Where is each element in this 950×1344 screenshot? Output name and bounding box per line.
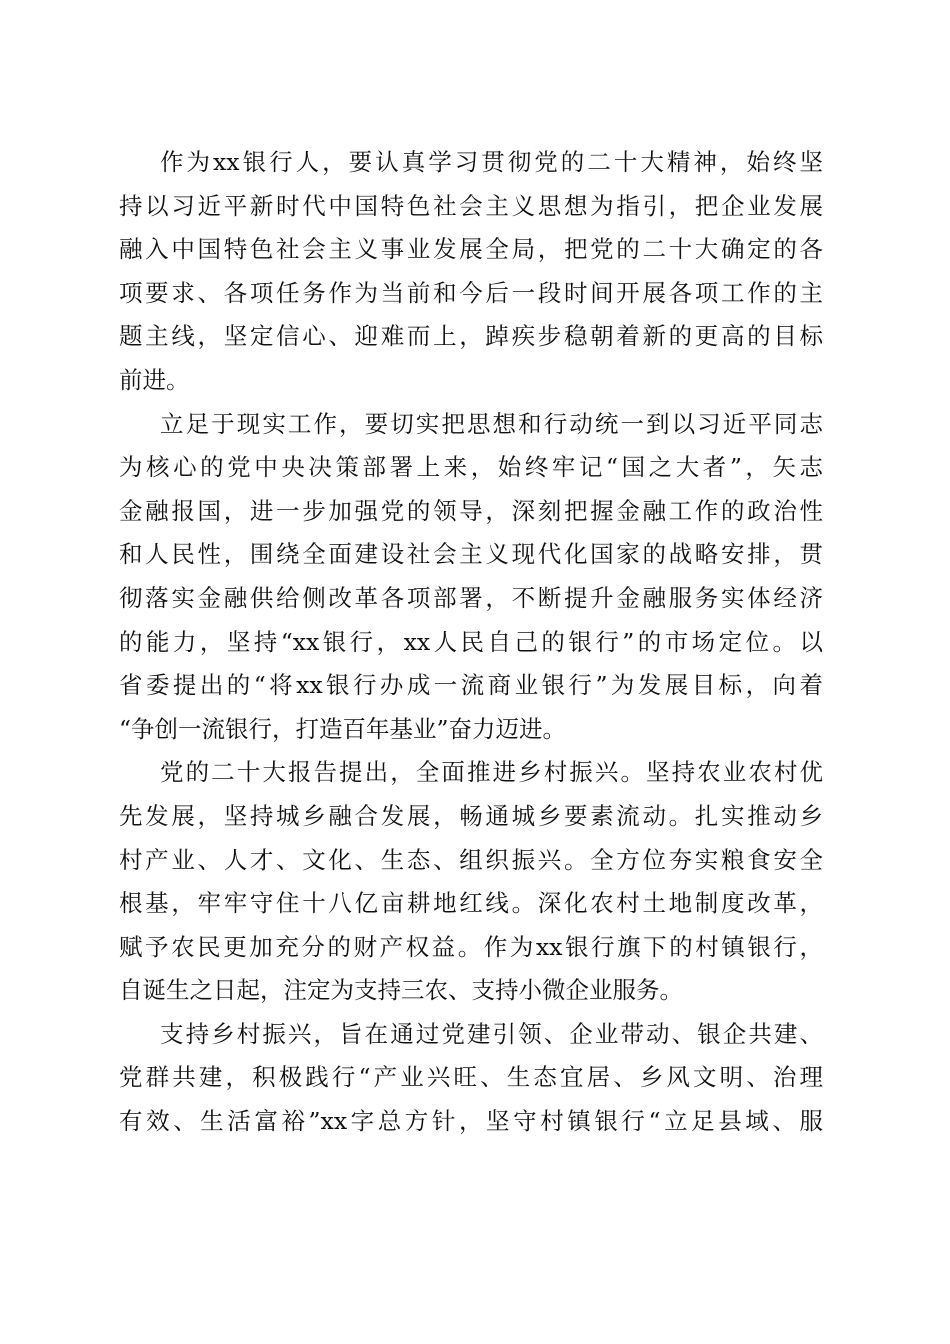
text-line: 为核心的党中央决策部署上来，始终牢记“国之大者”，矢志: [119, 453, 823, 482]
text-line: 项要求、各项任务作为当前和今后一段时间开展各项工作的主: [119, 278, 823, 307]
text-line: 的能力，坚持“xx银行，xx人民自己的银行”的市场定位。以: [119, 627, 823, 656]
text-line: 自诞生之日起，注定为支持三农、支持小微企业服务。: [119, 976, 683, 1005]
text-line: 先发展，坚持城乡融合发展，畅通城乡要素流动。扎实推动乡: [119, 801, 823, 830]
text-line: 党群共建，积极践行“产业兴旺、生态宜居、乡风文明、治理: [119, 1063, 823, 1092]
text-line: 金融报国，进一步加强党的领导，深刻把握金融工作的政治性: [119, 496, 823, 525]
text-line: 赋予农民更加充分的财产权益。作为xx银行旗下的村镇银行，: [119, 932, 823, 961]
text-line: 根基，牢牢守住十八亿亩耕地红线。深化农村土地制度改革，: [119, 889, 823, 918]
paragraph-3: [119, 751, 823, 1013]
text-line: 省委提出的“将xx银行办成一流商业银行”为发展目标，向着: [119, 671, 823, 700]
text-line: 持以习近平新时代中国特色社会主义思想为指引，把企业发展: [119, 191, 823, 220]
text-line: 前进。: [119, 365, 190, 394]
text-line: 有效、生活富裕”xx字总方针，坚守村镇银行“立足县域、服: [119, 1107, 823, 1136]
text-line: 融入中国特色社会主义事业发展全局，把党的二十大确定的各: [119, 235, 823, 264]
document-body: [119, 141, 823, 1144]
text-line: “争创一流银行，打造百年基业”奋力迈进。: [119, 714, 567, 743]
text-line: 支持乡村振兴，旨在通过党建引领、企业带动、银企共建、: [160, 1019, 823, 1048]
paragraph-1: [119, 141, 823, 403]
text-line: 题主线，坚定信心、迎难而上，踔疾步稳朝着新的更高的目标: [119, 322, 823, 351]
text-line: 作为xx银行人，要认真学习贯彻党的二十大精神，始终坚: [160, 148, 823, 176]
paragraph-4: [119, 1013, 823, 1144]
text-line: 和人民性，围绕全面建设社会主义现代化国家的战略安排，贯: [119, 540, 823, 569]
text-line: 立足于现实工作，要切实把思想和行动统一到以习近平同志: [160, 409, 823, 438]
text-line: 党的二十大报告提出，全面推进乡村振兴。坚持农业农村优: [160, 758, 823, 787]
text-line: 彻落实金融供给侧改革各项部署，不断提升金融服务实体经济: [119, 583, 823, 612]
text-line: 村产业、人才、文化、生态、组织振兴。全方位夯实粮食安全: [119, 845, 823, 874]
paragraph-2: [119, 403, 823, 752]
